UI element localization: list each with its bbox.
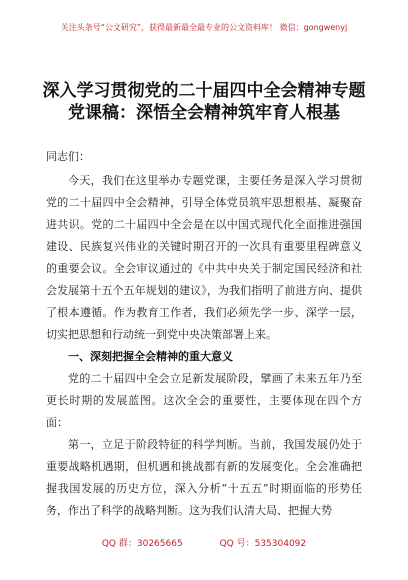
header-notice: 关注头条号“公文研究”，获得最新最全最专业的公文资料库！ 微信：gongwenyj xyxy=(60,23,348,32)
footer-qq-number: QQ 号：535304092 xyxy=(219,539,307,549)
paragraph-intro: 今天，我们在这里举办专题党课，主要任务是深入学习贯彻党的二十届四中全会精神，引导全体党员筑牢思想根基、凝聚奋进共识。党的二十届四中全会是在以中国式现代化全面推进强国建设、民族复兴伟业的关键时期召开的一次具有重要里程碑意义的重要会议。全会审议通过的《中共中央关于制定国民经济和社会发展第十五个五年规划的建议》，为我们指明了前进方向、提供了根本遵循。作为教育工作者，我们必须先学一步、深学一层，切实把思想和行动统一到党中央决策部署上来。 xyxy=(46,174,362,341)
paragraph-significance: 党的二十届四中全会立足新发展阶段，擘画了未来五年乃至更长时期的发展蓝图。这次全会的重要性，主要体现在四个方面： xyxy=(46,372,362,429)
section-heading: 一、深刻把握全会精神的重大意义 xyxy=(68,350,233,363)
greeting: 同志们： xyxy=(46,150,90,163)
footer-contact xyxy=(0,536,408,549)
document-body xyxy=(46,146,362,522)
footer-qq-group: QQ 群：30265665 xyxy=(101,539,183,549)
document-title: 深入学习贯彻党的二十届四中全会精神专题党课稿：深悟全会精神筑牢育人根基 xyxy=(42,81,366,123)
paragraph-first-point: 第一，立足于阶段特征的科学判断。当前，我国发展仍处于重要战略机遇期，但机遇和挑战都有新的发展变化。全会准确把握我国发展的历史方位，深入分析“十五五”时期面临的形势任务，作出了科学的战略判断。这为我们认清大局、把握大势 xyxy=(46,438,362,517)
